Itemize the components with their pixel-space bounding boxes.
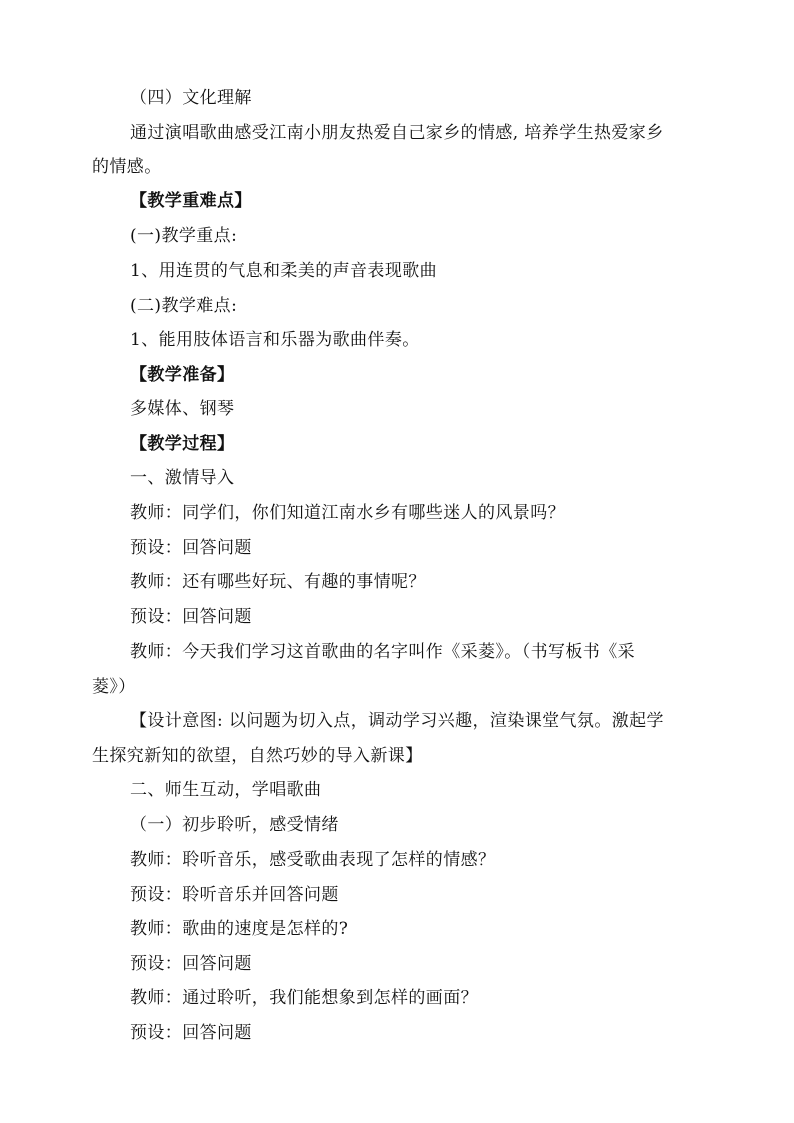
dialogue-line: 教师：同学们，你们知道江南水乡有哪些迷人的风景吗？	[130, 503, 565, 523]
section-heading-culture: （四）文化理解	[130, 88, 252, 108]
dialogue-line: 预设：回答问题	[130, 954, 252, 974]
paragraph-line: 的情感。	[92, 157, 162, 177]
dialogue-line: 预设：聆听音乐并回答问题	[130, 885, 339, 905]
subheading-key-points: (一)教学重点:	[130, 226, 238, 246]
subheading-difficulties: (二)教学难点:	[130, 296, 238, 316]
dialogue-line: 预设：回答问题	[130, 538, 252, 558]
design-intent-line: 生探究新知的欲望，自然巧妙的导入新课】	[92, 746, 423, 766]
heading-preparation: 【教学准备】	[130, 365, 235, 385]
section-heading-interaction: 二、师生互动，学唱歌曲	[130, 780, 322, 800]
design-intent-line: 【设计意图: 以问题为切入点，调动学习兴趣，渲染课堂气氛。激起学	[130, 711, 664, 731]
list-item: 1、用连贯的气息和柔美的声音表现歌曲	[130, 261, 438, 281]
dialogue-line: 教师：今天我们学习这首歌曲的名字叫作《采菱》。（书写板书《采	[130, 642, 635, 662]
heading-process: 【教学过程】	[130, 434, 235, 454]
paragraph-line: 通过演唱歌曲感受江南小朋友热爱自己家乡的情感, 培养学生热爱家乡	[130, 123, 664, 143]
dialogue-line: 教师：聆听音乐，感受歌曲表现了怎样的情感？	[130, 850, 496, 870]
dialogue-line: 菱》）	[92, 677, 136, 697]
section-heading-intro: 一、激情导入	[130, 468, 235, 488]
paragraph-line: 多媒体、钢琴	[130, 399, 235, 419]
dialogue-line: 教师：歌曲的速度是怎样的?	[130, 919, 349, 939]
dialogue-line: 教师：还有哪些好玩、有趣的事情呢？	[130, 572, 426, 592]
dialogue-line: 预设：回答问题	[130, 1023, 252, 1043]
heading-key-difficulties: 【教学重难点】	[130, 191, 252, 211]
dialogue-line: 教师：通过聆听，我们能想象到怎样的画面？	[130, 988, 478, 1008]
dialogue-line: 预设：回答问题	[130, 607, 252, 627]
subsection-heading: （一）初步聆听，感受情绪	[130, 815, 339, 835]
list-item: 1、能用肢体语言和乐器为歌曲伴奏。	[130, 330, 420, 350]
